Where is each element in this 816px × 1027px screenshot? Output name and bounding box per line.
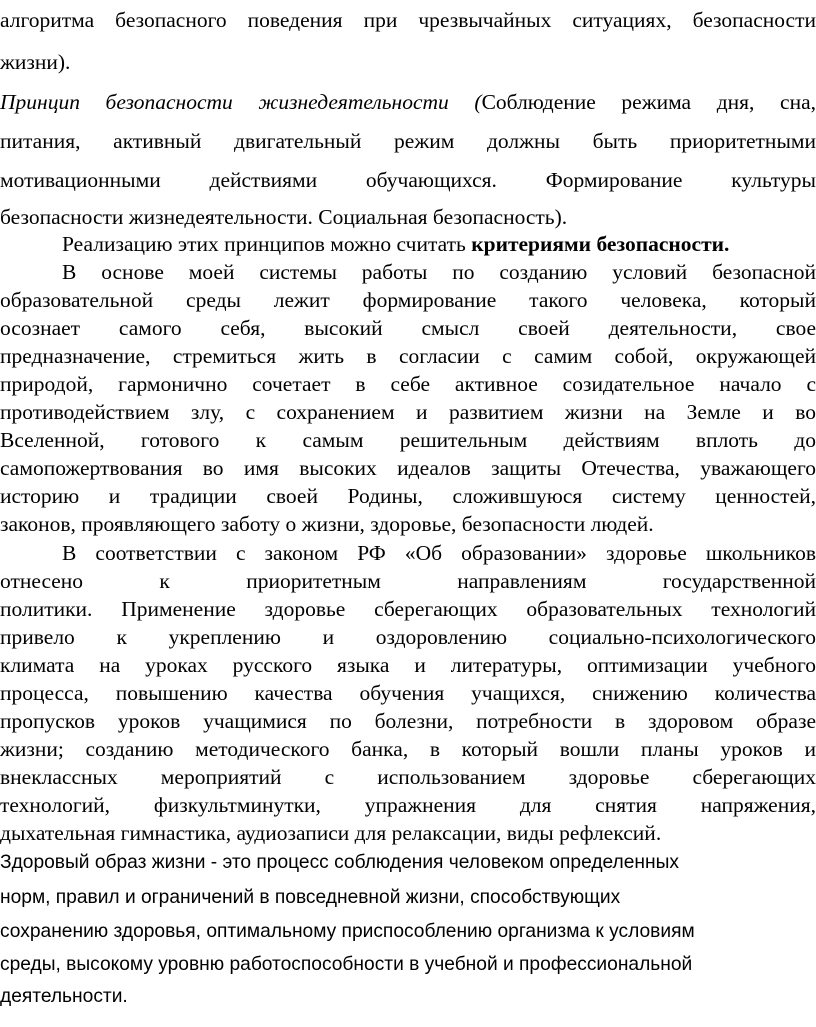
text-line: предназначение, стремиться жить в согласии с самим собой, окружающей (0, 344, 816, 368)
text-line: противодействием злу, с сохранением и развитием жизни на Земле и во (0, 400, 816, 424)
text-line (0, 90, 816, 116)
text-line: самопожертвования во имя высоких идеалов защиты Отечества, уважающего (0, 456, 816, 480)
text-line: образовательной среды лежит формирование такого человека, который (0, 288, 816, 312)
text-line: внеклассных мероприятий с использованием здоровье сберегающих (0, 765, 816, 789)
text-line: технологий, физкультминутки, упражнения для снятия напряжения, (0, 793, 816, 817)
text-line: сохранению здоровья, оптимальному приспособлению организма к условиям (0, 921, 695, 942)
text-line: историю и традиции своей Родины, сложившуюся систему ценностей, (0, 484, 816, 508)
text-line: мотивационными действиями обучающихся. Формирование культуры (0, 168, 816, 192)
text-line: осознает самого себя, высокий смысл своей деятельности, свое (0, 316, 816, 340)
text-line (62, 232, 816, 258)
text-line: Вселенной, готового к самым решительным действиям вплоть до (0, 428, 816, 452)
text-span: Реализацию этих принципов можно считать (62, 232, 472, 256)
text-line: Здоровый образ жизни - это процесс соблюдения человеком определенных (0, 852, 679, 873)
text-line: жизни). (0, 50, 71, 74)
text-line: законов, проявляющего заботу о жизни, здоровье, безопасности людей. (0, 512, 654, 536)
text-line: питания, активный двигательный режим должны быть приоритетными (0, 129, 816, 153)
text-line: В соответствии с законом РФ «Об образовании» здоровье школьников (62, 541, 816, 565)
text-line: отнесено к приоритетным направлениям государственной (0, 569, 816, 593)
text-span: Соблюдение режима дня, сна, (481, 90, 816, 114)
text-line: дыхательная гимнастика, аудиозаписи для релаксации, виды рефлексий. (0, 821, 662, 845)
text-line: пропусков уроков учащимися по болезни, потребности в здоровом образе (0, 709, 816, 733)
bold-term: критериями безопасности. (471, 232, 730, 256)
text-line: среды, высокому уровню работоспособности в учебной и профессиональной (0, 954, 693, 975)
text-line: жизни; созданию методического банка, в который вошли планы уроков и (0, 737, 816, 761)
text-line: безопасности жизнедеятельности. Социальная безопасность). (0, 205, 568, 229)
text-line: процесса, повышению качества обучения учащихся, снижению количества (0, 681, 816, 705)
text-line: деятельности. (0, 986, 128, 1007)
text-line: алгоритма безопасного поведения при чрезвычайных ситуациях, безопасности (0, 8, 816, 32)
text-line: климата на уроках русского языка и литературы, оптимизации учебного (0, 653, 816, 677)
principle-heading: Принцип безопасности жизнедеятельности ( (0, 90, 482, 114)
text-line: норм, правил и ограничений в повседневной жизни, способствующих (0, 887, 621, 908)
text-line: природой, гармонично сочетает в себе активное созидательное начало с (0, 372, 816, 396)
text-line: политики. Применение здоровье сберегающих образовательных технологий (0, 597, 816, 621)
text-line: В основе моей системы работы по созданию условий безопасной (62, 260, 816, 284)
text-line: привело к укреплению и оздоровлению социально-психологического (0, 625, 816, 649)
